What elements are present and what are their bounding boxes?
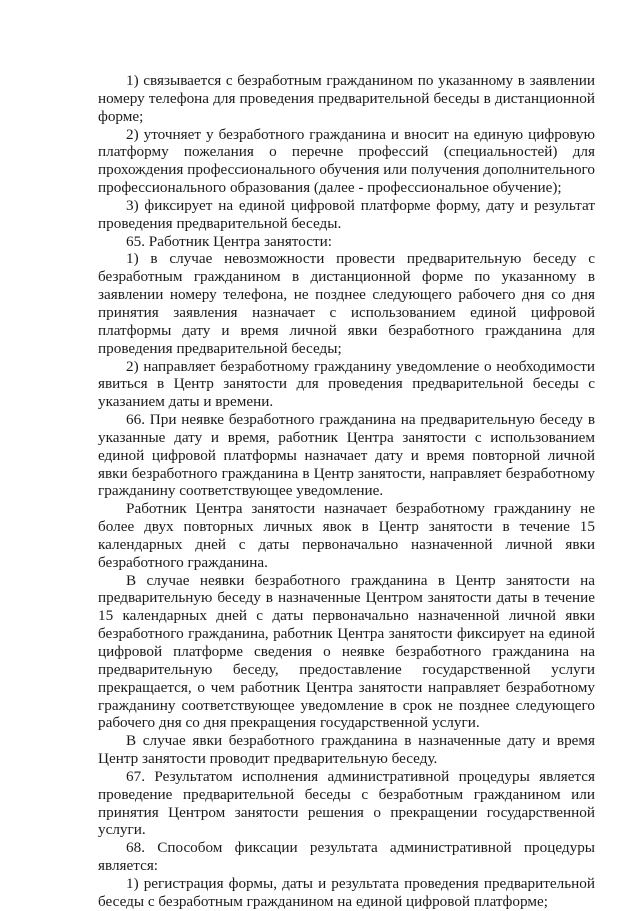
paragraph-65-heading: 65. Работник Центра занятости: bbox=[126, 232, 332, 250]
paragraph-68-heading: 68. Способом фиксации результата административной процедуры является: bbox=[98, 839, 595, 875]
paragraph-65-item-1: 1) в случае невозможности провести предварительную беседу с безработным гражданином в дистанционной форме по указанному в заявлении номеру телефона, не позднее следующего рабочего дня со дня принятия заявления назначает с использованием единой цифровой платформы дату и время личной явки безработного гражданина для проведения предварительной беседы; bbox=[98, 250, 595, 357]
paragraph-65-item-2: 2) направляет безработному гражданину уведомление о необходимости явиться в Центр занятости для проведения предварительной беседы с указанием даты и времени. bbox=[98, 357, 595, 411]
paragraph-67: 67. Результатом исполнения административной процедуры является проведение предварительной беседы с безработным гражданином или принятия Центром занятости решения о прекращении государственной услуги. bbox=[98, 767, 595, 839]
paragraph-66-attendance: В случае явки безработного гражданина в назначенные дату и время Центр занятости проводит предварительную беседу. bbox=[98, 732, 595, 768]
paragraph-64-item-2: 2) уточняет у безработного гражданина и вносит на единую цифровую платформу пожелания о перечне профессий (специальностей) для прохождения профессионального обучения или получения дополнительного профессионального образования (далее - профессиональное обучение); bbox=[98, 125, 595, 197]
document-body bbox=[98, 72, 595, 911]
paragraph-66-repeat-visits: Работник Центра занятости назначает безработному гражданину не более двух повторных личных явок в Центр занятости в течение 15 календарных дней с даты первоначально назначенной личной явки безработного гражданина. bbox=[98, 500, 595, 571]
paragraph-64-item-3: 3) фиксирует на единой цифровой платформе форму, дату и результат проведения предварительной беседы. bbox=[98, 196, 595, 232]
paragraph-66-no-show: В случае неявки безработного гражданина в Центр занятости на предварительную беседу в назначенные Центром занятости даты в течение 15 календарных дней с даты первоначально назначенной личной явки безработного гражданина, работник Центра занятости фиксирует на единой цифровой платформе сведения о неявке безработного гражданина на предварительную беседу, предоставление государственной услуги прекращается, о чем работник Центра занятости направляет безработному гражданину соответствующее уведомление в срок не позднее следующего рабочего дня со дня прекращения государственной услуги. bbox=[98, 571, 595, 732]
paragraph-66: 66. При неявке безработного гражданина на предварительную беседу в указанные дату и время, работник Центра занятости с использованием единой цифровой платформы назначает дату и время повторной личной явки безработного гражданина в Центр занятости, направляет безработному гражданину соответствующее уведомление. bbox=[98, 411, 595, 500]
paragraph-68-item-1: 1) регистрация формы, даты и результата проведения предварительной беседы с безработным гражданином на единой цифровой платформе; bbox=[98, 874, 595, 910]
paragraph-64-item-1: 1) связывается с безработным гражданином по указанному в заявлении номеру телефона для проведения предварительной беседы в дистанционной форме; bbox=[98, 72, 595, 125]
